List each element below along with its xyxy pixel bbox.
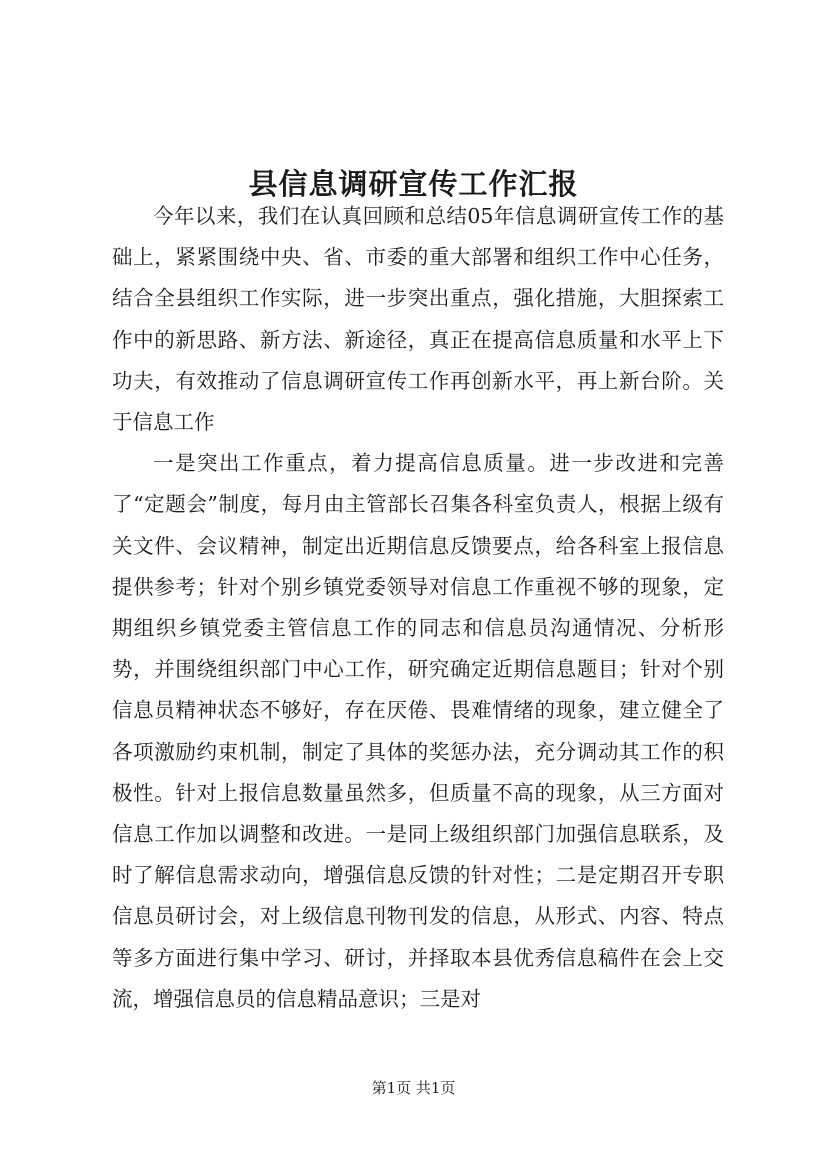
document-title: 县信息调研宣传工作汇报: [248, 167, 579, 202]
paragraph-information-quality: 一是突出工作重点，着力提高信息质量。进一步改进和完善了“定题会”制度，每月由主管部长召集各科室负责人，根据上级有关文件、会议精神，制定出近期信息反馈要点，给各科室上报信息提供参考；针对个别乡镇党委领导对信息工作重视不够的现象，定期组织乡镇党委主管信息工作的同志和信息员沟通情况、分析形势，并围绕组织部门中心工作，研究确定近期信息题目；针对个别信息员精神状态不够好，存在厌倦、畏难情绪的现象，建立健全了各项激励约束机制，制定了具体的奖惩办法，充分调动其工作的积极性。针对上报信息数量虽然多，但质量不高的现象，从三方面对信息工作加以调整和改进。一是同上级组织部门加强信息联系，及时了解信息需求动向，增强信息反馈的针对性；二是定期召开专职信息员研讨会，对上级信息刊物刊发的信息，从形式、内容、特点等多方面进行集中学习、研讨，并择取本县优秀信息稿件在会上交流，增强信息员的信息精品意识；三是对: [112, 451, 724, 1011]
document-body: [112, 196, 724, 1020]
page-number-footer: 第1页 共1页: [371, 1079, 456, 1097]
paragraph-intro: 今年以来，我们在认真回顾和总结05年信息调研宣传工作的基础上，紧紧围绕中央、省、市委的重大部署和组织工作中心任务，结合全县组织工作实际，进一步突出重点，强化措施，大胆探索工作中的新思路、新方法、新途径，真正在提高信息质量和水平上下功夫，有效推动了信息调研宣传工作再创新水平，再上新台阶。关于信息工作: [112, 204, 724, 435]
